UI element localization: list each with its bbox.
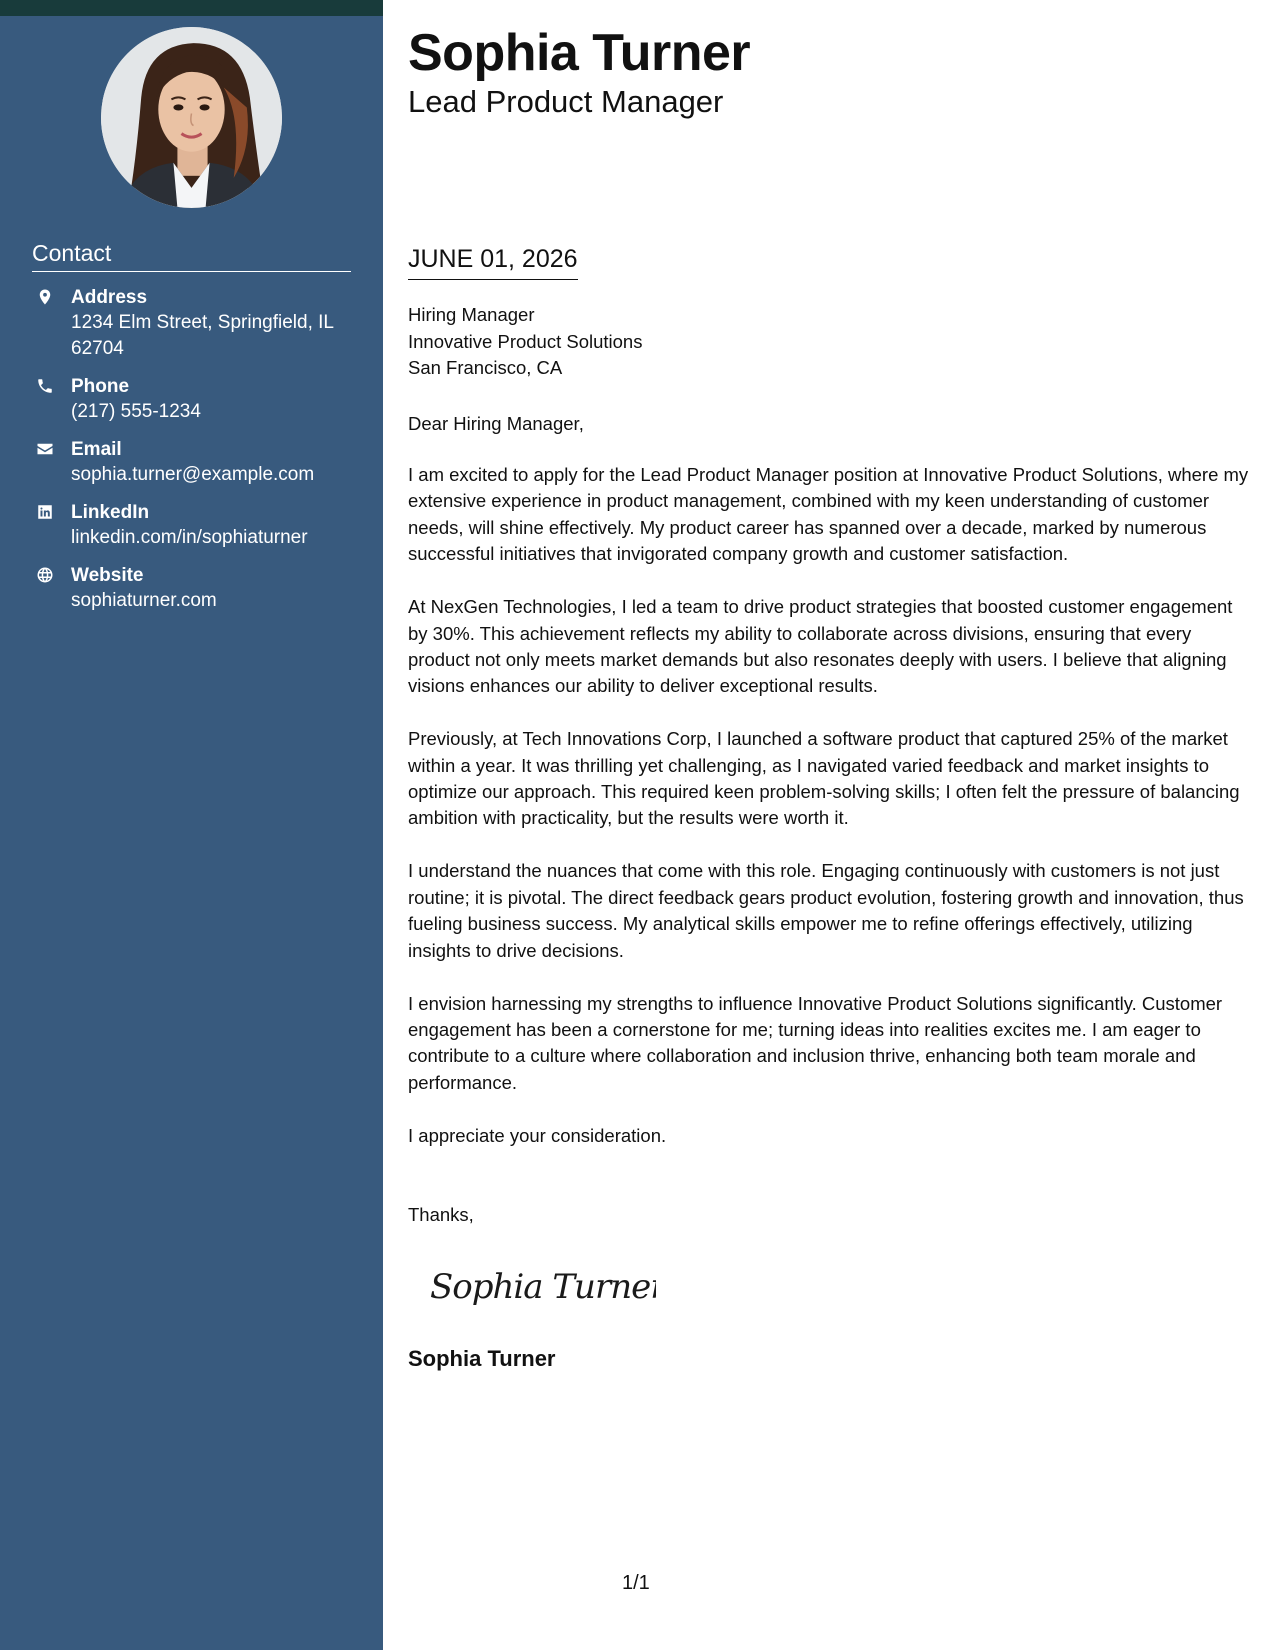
- sidebar-top-bar: [0, 0, 383, 16]
- contact-label: Address: [71, 287, 148, 308]
- signature-text: Sophia Turner: [430, 1267, 656, 1307]
- body-paragraph: I understand the nuances that come with this role. Engaging continuously with customers is not just routine; it is pivotal. The direct feedback gears product evolution, fostering growth and innovation, thus fueling business success. My analytical skills empower me to refine offerings effectively, utilizing insights to drive decisions.: [408, 860, 1244, 961]
- signed-name: Sophia Turner: [408, 1346, 556, 1371]
- handwritten-signature: [426, 1256, 656, 1316]
- recipient-line: Innovative Product Solutions: [408, 330, 643, 352]
- contact-value: 1234 Elm Street, Springfield, IL 62704: [71, 312, 334, 359]
- contact-value[interactable]: sophiaturner.com: [71, 590, 217, 611]
- contact-label: Website: [71, 565, 144, 586]
- body-paragraph: Previously, at Tech Innovations Corp, I launched a software product that captured 25% of the market within a year. It was thrilling yet challenging, as I navigated varied feedback and market insights to optimize our approach. This required keen problem-solving skills; I often felt the pressure of balancing ambition with practicality, but the results were worth it.: [408, 728, 1240, 829]
- body-paragraph: At NexGen Technologies, I led a team to drive product strategies that boosted customer engagement by 30%. This achievement reflects my ability to collaborate across divisions, ensuring that every product not only meets market demands but also resonates deeply with users. I believe that aligning visions enhances our ability to deliver exceptional results.: [408, 596, 1233, 697]
- globe-icon: [35, 565, 55, 585]
- page-number: 1/1: [622, 1572, 650, 1594]
- contact-value[interactable]: sophia.turner@example.com: [71, 464, 315, 485]
- contact-list: [32, 285, 352, 626]
- contact-item-linkedin: [32, 500, 352, 551]
- recipient-line: Hiring Manager: [408, 304, 535, 325]
- contact-item-website: [32, 563, 352, 614]
- contact-value: (217) 555-1234: [71, 401, 201, 422]
- salutation: Dear Hiring Manager,: [408, 413, 584, 434]
- body-paragraph: I envision harnessing my strengths to influence Innovative Product Solutions significantly. Customer engagement has been a cornerstone for me; turning ideas into realities excites me. I am eager to contribute to a culture where collaboration and inclusion thrive, enhancing both team morale and performance.: [408, 992, 1223, 1093]
- contact-label: LinkedIn: [71, 502, 150, 523]
- applicant-name: Sophia Turner: [408, 24, 751, 82]
- envelope-icon: [35, 439, 55, 459]
- location-pin-icon: [35, 287, 55, 307]
- profile-photo: [101, 27, 282, 208]
- applicant-role: Lead Product Manager: [408, 84, 724, 119]
- sidebar: [0, 0, 383, 1650]
- recipient-line: San Francisco, CA: [408, 357, 563, 378]
- letter-date: JUNE 01, 2026: [408, 244, 578, 280]
- phone-icon: [35, 376, 55, 396]
- body-paragraph: I appreciate your consideration.: [408, 1124, 667, 1146]
- recipient-block: [408, 302, 642, 382]
- contact-item-phone: [32, 374, 352, 425]
- body-paragraph: I am excited to apply for the Lead Product Manager position at Innovative Product Solutions, where my extensive experience in product management, combined with my keen understanding of customer needs, will shine effectively. My product career has spanned over a decade, marked by numerous successful initiatives that invigorated company growth and customer satisfaction.: [408, 464, 1249, 565]
- closing: Thanks,: [408, 1204, 474, 1225]
- contact-heading: Contact: [32, 240, 351, 272]
- contact-label: Phone: [71, 376, 130, 397]
- contact-value[interactable]: linkedin.com/in/sophiaturner: [71, 527, 308, 548]
- contact-item-email: [32, 437, 352, 488]
- contact-label: Email: [71, 439, 122, 460]
- contact-item-address: [32, 285, 352, 362]
- portrait-image: [101, 27, 282, 208]
- linkedin-icon: [35, 502, 55, 522]
- letter-body: [408, 462, 1253, 1176]
